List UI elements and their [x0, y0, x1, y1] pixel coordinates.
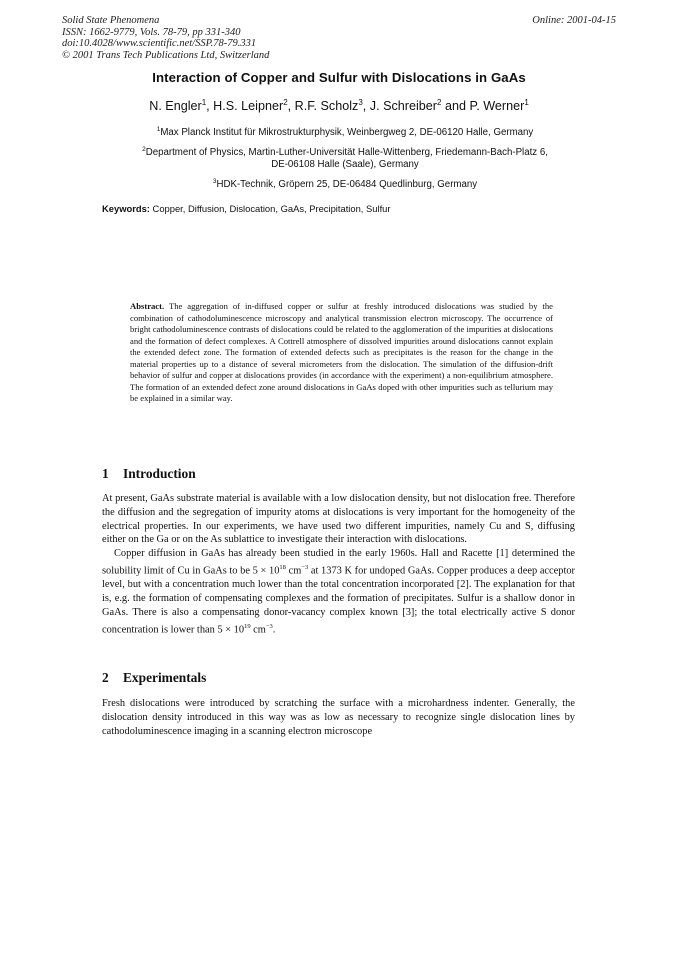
section-heading-introduction: 1 Introduction [102, 466, 196, 481]
keywords-label: Keywords: [102, 203, 150, 214]
experimentals-paragraph-1: Fresh dislocations were introduced by scratching the surface with a microhardness indenter. Generally, the dislocation density introduced in this way was as low as necessary to recognize single dislocation lines by cathodoluminescence imaging in a scanning electron microscope [102, 698, 575, 737]
author-list [0, 98, 678, 113]
copyright-line: © 2001 Trans Tech Publications Ltd, Switzerland [62, 49, 270, 61]
issn-line: ISSN: 1662-9779, Vols. 78-79, pp 331-340 [62, 26, 241, 38]
keywords-text: Copper, Diffusion, Dislocation, GaAs, Precipitation, Sulfur [152, 203, 391, 214]
section-heading-experimentals: 2 Experimentals [102, 670, 207, 685]
affiliations [95, 124, 595, 195]
paper-title: Interaction of Copper and Sulfur with Dislocations in GaAs [152, 70, 526, 85]
affiliation-3: $^3$HDK-Technik, Gröpern 25, DE-06484 Quedlinburg, Germany [212, 177, 478, 190]
online-date: Online: 2001-04-15 [532, 15, 616, 26]
affiliation-1: $^1$Max Planck Institut für Mikrostrukturphysik, Weinbergweg 2, DE-06120 Halle, Germany [156, 126, 534, 139]
journal-header [62, 15, 269, 61]
intro-paragraph-1: At present, GaAs substrate material is available with a low dislocation density, but not dislocation free. Therefore the diffusion and the segregation of impurity atoms at dislocations is very important for the homogeneity of the electrical properties. In our experiments, we have used two different impurities, namely Cu and S, diffusing either on the Ga or on the As sublattice to investigate their interaction with dislocations. [102, 493, 575, 546]
affiliation-2: $^2$Department of Physics, Martin-Luther-Universität Halle-Wittenberg, Friedemann-Bach-Platz 6, DE-06108 Halle (Saale), Germany [142, 145, 548, 171]
abstract [130, 301, 553, 405]
author: J. Schreiber$^2$ and [369, 98, 470, 114]
journal-name: Solid State Phenomena [62, 15, 160, 26]
abstract-text: The aggregation of in-diffused copper or sulfur at freshly introduced dislocations was studied by the combination of cathodoluminescence microscopy and analytical transmission electron microscopy. The occurrence of bright cathodoluminescence contrasts of dislocations could be related to the agglomeration of the impurities at dislocations and the formation of defect complexes. A Cottrell atmosphere of dissolved impurities around dislocations cannot explain the extended defect zone. The formation of extended defects such as precipitates is the reason for the change in the material properties up to a distance of several micrometers from the dislocation. The simulation of the diffusion-drift behavior of sulfur and copper at dislocations provides (in accordance with the experiment) a non-equilibrium atmosphere. The formation of an extended defect zone around dislocations in GaAs doped with other impurities such as tellurium may be explained in a similar way. [130, 301, 553, 403]
doi-line[interactable]: doi:10.4028/www.scientific.net/SSP.78-79.331 [62, 38, 257, 49]
author: P. Werner$^1$ [469, 98, 529, 114]
abstract-label: Abstract. [130, 301, 165, 311]
author: H.S. Leipner$^2$, [213, 98, 295, 114]
intro-paragraph-2: Copper diffusion in GaAs has already been studied in the early 1960s. Hall and Racette [1] determined the solubility limit of Cu in GaAs to be $5 \times 10^{18}$ $cm^{-3}$ at 1373 K for undoped GaAs. Copper produces a deep acceptor level, but with a concentration much lower than the total concentration incorporated [2]. The explanation for that is, e.g. the formation of compensating complexes and the formation of precipitates. Sulfur is a shallow donor in GaAs. There is also a compensating donor-vacancy complex known [3]; the total electrically active S donor concentration is lower than $5 \times 10^{19}$ $cm^{-3}$. [102, 548, 576, 636]
keywords [102, 203, 391, 214]
introduction-body [102, 492, 575, 637]
author: N. Engler$^1$, [149, 98, 214, 114]
author: R.F. Scholz$^3$, [294, 98, 370, 114]
experimentals-body [102, 697, 575, 738]
